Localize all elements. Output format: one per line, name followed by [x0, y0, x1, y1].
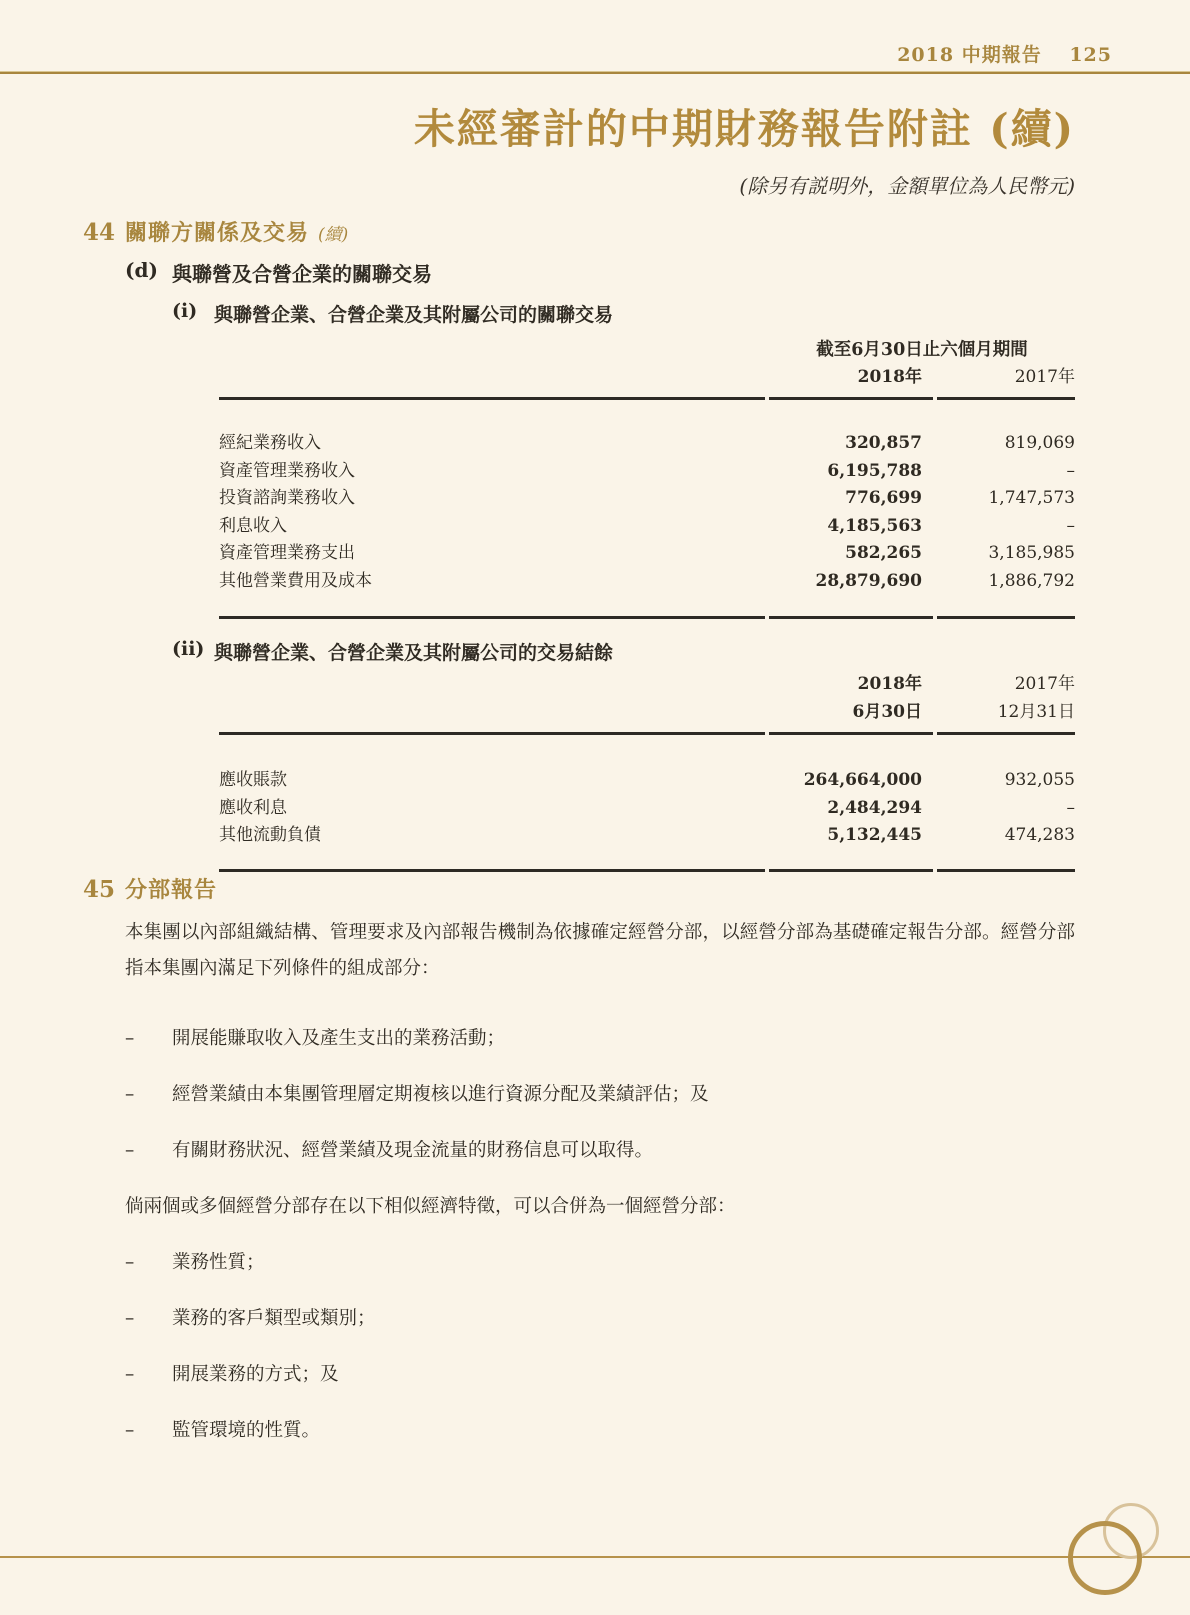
section-45-heading: [83, 873, 217, 904]
row-value-2017: 1,747,573: [988, 488, 1075, 508]
item-ii-marker: (ii): [172, 638, 205, 660]
section-44-continued: (續): [318, 225, 349, 245]
row-label: 其他營業費用及成本: [219, 570, 372, 591]
item-ii-heading: [172, 638, 613, 665]
table1-period-row: [219, 337, 1075, 363]
table2-col-2017-year: 2017年: [1014, 674, 1075, 694]
table-row: [219, 430, 1075, 458]
row-label: 利息收入: [219, 515, 287, 536]
row-label: 其他流動負債: [219, 825, 321, 845]
bullet-text: 監管環境的性質。: [172, 1420, 321, 1441]
item-ii-title: 與聯營企業、合營企業及其附屬公司的交易結餘: [214, 642, 614, 664]
table-row: [219, 767, 1075, 795]
item-d-title: 與聯營及合營企業的關聯交易: [172, 262, 432, 286]
table1-period-header: 截至6月30日止六個月期間: [816, 340, 1028, 360]
table-row: [219, 485, 1075, 513]
row-label: 應收利息: [219, 797, 287, 818]
report-title: 2018 中期報告: [897, 44, 1042, 66]
table2-year-row-1: [219, 670, 1075, 698]
table2-bottom-rule: [219, 869, 1075, 872]
row-value-2017: 3,185,985: [988, 543, 1075, 563]
row-value-2018: 4,185,563: [827, 515, 922, 536]
list-item: [125, 1077, 1075, 1113]
section-45-title: 分部報告: [125, 877, 218, 903]
row-value-2018: 776,699: [845, 488, 922, 508]
row-label: 應收賬款: [219, 770, 287, 790]
list-item: [125, 1245, 1075, 1281]
section-45-number: 45: [83, 876, 116, 903]
item-i-marker: (i): [172, 300, 198, 322]
table1-bottom-rule: [219, 616, 1075, 619]
section-44-number: 44: [83, 219, 116, 246]
section-44-heading: [83, 216, 348, 247]
row-label: 經紀業務收入: [219, 433, 321, 453]
paragraph: 本集團以內部組織結構、管理要求及內部報告機制為依據確定經營分部，以經營分部為基礎確定報告分部。經營分部指本集團內滿足下列條件的組成部分：: [125, 922, 1075, 979]
row-value-2017: 1,886,792: [988, 570, 1075, 591]
item-d-marker: (d): [125, 258, 158, 282]
section-44-title: 關聯方關係及交易: [125, 220, 310, 246]
list-item: [125, 1301, 1075, 1337]
table1-col-2018: 2018年: [857, 367, 922, 387]
running-header: [897, 40, 1112, 67]
document-title: 未經審計的中期財務報告附註 (續): [413, 105, 1075, 153]
row-value-2017: 932,055: [1004, 770, 1075, 790]
table-row: [219, 568, 1075, 596]
item-d-heading: [125, 258, 432, 287]
related-transactions-table: [219, 337, 1075, 619]
bullet-dash: –: [125, 1364, 135, 1385]
bullet-dash: –: [125, 1028, 135, 1049]
row-value-2018: 2,484,294: [827, 797, 922, 818]
bullet-dash: –: [125, 1308, 135, 1329]
row-value-2017: –: [1066, 797, 1075, 818]
table1-top-rule: [219, 397, 1075, 400]
item-i-heading: [172, 300, 613, 327]
table-row: [219, 822, 1075, 850]
list-item: [125, 1133, 1075, 1169]
bullet-text: 業務的客戶類型或類別；: [172, 1308, 376, 1329]
row-label: 投資諮詢業務收入: [219, 488, 355, 508]
row-value-2018: 6,195,788: [827, 460, 922, 481]
row-value-2018: 264,664,000: [803, 770, 922, 790]
header-rule: [0, 71, 1190, 74]
row-value-2017: –: [1066, 460, 1075, 481]
bullet-text: 業務性質；: [172, 1252, 265, 1273]
list-item: [125, 1357, 1075, 1393]
table2-col-2018-date: 6月30日: [852, 702, 922, 722]
table1-year-row: [219, 363, 1075, 391]
row-value-2017: 819,069: [1004, 433, 1075, 453]
bullet-dash: –: [125, 1140, 135, 1161]
table-row: [219, 540, 1075, 568]
table2-col-2018-year: 2018年: [857, 674, 922, 694]
paragraph: 倘兩個或多個經營分部存在以下相似經濟特徵，可以合併為一個經營分部：: [125, 1196, 736, 1217]
list-item: [125, 1021, 1075, 1057]
table2-top-rule: [219, 732, 1075, 735]
footer-rule: [0, 1556, 1190, 1558]
footer-decoration-circle-gold: [1068, 1521, 1142, 1595]
document-subtitle: (除另有説明外，金額單位為人民幣元): [739, 174, 1075, 198]
bullet-text: 開展業務的方式；及: [172, 1364, 339, 1385]
balances-table: [219, 670, 1075, 872]
table1-body: [219, 400, 1075, 610]
item-i-title: 與聯營企業、合營企業及其附屬公司的關聯交易: [214, 304, 614, 326]
page-number: 125: [1069, 44, 1112, 66]
bullet-dash: –: [125, 1420, 135, 1441]
table2-year-row-2: [219, 698, 1075, 726]
section-45-body: [125, 915, 1075, 1469]
row-value-2017: 474,283: [1004, 825, 1075, 845]
bullet-text: 開展能賺取收入及產生支出的業務活動；: [172, 1028, 506, 1049]
row-value-2017: –: [1066, 515, 1075, 536]
bullet-dash: –: [125, 1252, 135, 1273]
table-row: [219, 795, 1075, 823]
row-label: 資產管理業務收入: [219, 460, 355, 481]
row-label: 資產管理業務支出: [219, 543, 355, 563]
bullet-text: 有關財務狀況、經營業績及現金流量的財務信息可以取得。: [172, 1140, 654, 1161]
table2-col-2017-date: 12月31日: [997, 702, 1075, 722]
row-value-2018: 5,132,445: [827, 825, 922, 845]
list-item: [125, 1413, 1075, 1449]
table1-col-2017: 2017年: [1014, 367, 1075, 387]
table-row: [219, 513, 1075, 541]
row-value-2018: 320,857: [845, 433, 922, 453]
table2-body: [219, 735, 1075, 863]
row-value-2018: 28,879,690: [815, 570, 922, 591]
bullet-dash: –: [125, 1084, 135, 1105]
table-row: [219, 458, 1075, 486]
row-value-2018: 582,265: [845, 543, 922, 563]
bullet-text: 經營業績由本集團管理層定期複核以進行資源分配及業績評估；及: [172, 1084, 709, 1105]
